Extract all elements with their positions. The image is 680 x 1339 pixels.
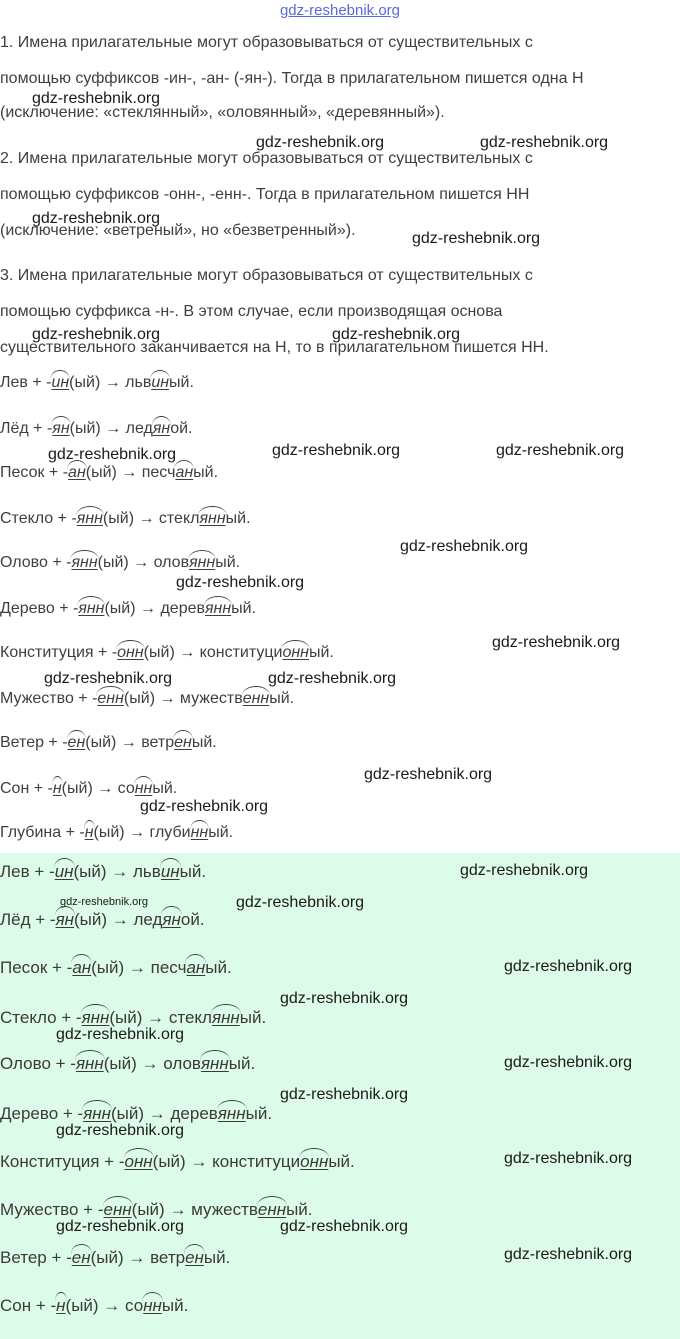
example-word-suffix: енн	[257, 1200, 287, 1219]
example-ending: (ый)	[123, 690, 156, 707]
example-suffix: онн	[117, 644, 144, 661]
example-plus: + -	[78, 1200, 104, 1219]
rule-line: существительного заканчивается на Н, то в прилагательном пишется НН.	[0, 339, 549, 356]
rule-line: (исключение: «стеклянный», «оловянный», «деревянный»).	[0, 104, 445, 121]
example-word-ending: ый.	[169, 374, 194, 391]
example-suffix: янн	[75, 1054, 104, 1073]
example-word-ending: ый.	[239, 1008, 267, 1027]
example-ending: (ый)	[69, 420, 101, 437]
example-row	[0, 824, 233, 842]
example-suffix: ин	[54, 862, 74, 881]
watermark: gdz-reshebnik.org	[176, 574, 305, 591]
example-word-suffix: ан	[175, 464, 194, 481]
example-word-suffix: ин	[151, 374, 170, 391]
example-row	[0, 644, 334, 662]
example-plus: + -	[99, 1152, 125, 1171]
example-plus: + -	[47, 554, 72, 571]
example-plus: + -	[47, 958, 73, 977]
example-plus: + -	[29, 780, 53, 797]
example-stem: льв	[125, 374, 152, 391]
example-stem: стекл	[158, 510, 200, 527]
watermark: gdz-reshebnik.org	[140, 798, 269, 815]
example-word-ending: ый.	[191, 734, 217, 751]
example-plus: + -	[50, 1054, 76, 1073]
example-word-ending: ый.	[179, 862, 207, 881]
arrow-icon: →	[98, 1296, 126, 1315]
example-plus: + -	[44, 464, 69, 481]
example-word-ending: ый.	[286, 1200, 313, 1219]
example-suffix: янн	[83, 1104, 112, 1123]
example-word-ending: ый.	[161, 1296, 189, 1315]
example-plus: + -	[53, 510, 77, 527]
example-row	[0, 1152, 355, 1172]
arrow-icon: →	[116, 464, 142, 481]
example-ending: (ый)	[93, 824, 125, 841]
example-plus: + -	[43, 734, 68, 751]
example-ending: (ый)	[131, 1200, 165, 1219]
watermark: gdz-reshebnik.org	[496, 442, 625, 459]
watermark: gdz-reshebnik.org	[504, 958, 633, 975]
watermark: gdz-reshebnik.org	[56, 1218, 185, 1235]
example-word-suffix: нн	[134, 780, 153, 797]
rule-line: помощью суффиксов -ин-, -ан- (-ян-). Тогда в прилагательном пишется одна Н	[0, 70, 584, 87]
example-plus: + -	[29, 862, 55, 881]
arrow-icon: →	[100, 374, 126, 391]
arrow-icon: →	[164, 1200, 192, 1219]
watermark: gdz-reshebnik.org	[32, 210, 161, 227]
example-suffix: ин	[51, 374, 70, 391]
watermark: gdz-reshebnik.org	[504, 1246, 633, 1263]
example-row	[0, 958, 232, 978]
watermark: gdz-reshebnik.org	[460, 862, 589, 879]
example-noun: Лев	[0, 374, 28, 391]
example-ending: (ый)	[109, 1008, 143, 1027]
example-stem: мужеств	[191, 1200, 258, 1219]
example-word-suffix: янн	[200, 1054, 229, 1073]
example-suffix: янн	[71, 554, 98, 571]
example-noun: Мужество	[0, 690, 74, 707]
rule-line: (исключение: «ветреный», но «безветренный»).	[0, 222, 356, 239]
example-row	[0, 600, 256, 618]
example-plus: + -	[73, 690, 98, 707]
example-word-suffix: ен	[174, 734, 192, 751]
example-ending: (ый)	[111, 1104, 145, 1123]
example-word-suffix: янн	[189, 554, 216, 571]
example-row	[0, 734, 217, 752]
arrow-icon: →	[128, 554, 154, 571]
example-stem: песч	[150, 958, 187, 977]
example-word-ending: ый.	[193, 464, 219, 481]
example-ending: (ый)	[69, 374, 101, 391]
example-word-suffix: ан	[186, 958, 206, 977]
example-noun: Конституция	[0, 1152, 100, 1171]
arrow-icon: →	[142, 1008, 169, 1027]
example-noun: Ветер	[0, 734, 44, 751]
example-word-suffix: янн	[204, 600, 232, 617]
example-suffix: енн	[97, 690, 124, 707]
watermark: gdz-reshebnik.org	[32, 326, 161, 343]
example-word-ending: ый.	[228, 1054, 256, 1073]
watermark: gdz-reshebnik.org	[400, 538, 529, 555]
arrow-icon: →	[124, 824, 150, 841]
example-noun: Стекло	[0, 510, 54, 527]
example-word-ending: ый.	[225, 510, 251, 527]
example-stem: ветр	[150, 1248, 186, 1267]
example-row	[0, 1248, 230, 1268]
example-ending: (ый)	[103, 1054, 137, 1073]
example-word-ending: ый.	[152, 780, 178, 797]
example-suffix: н	[52, 780, 62, 797]
watermark: gdz-reshebnik.org	[256, 134, 385, 151]
example-noun: Песок	[0, 464, 45, 481]
example-stem: дерев	[160, 600, 205, 617]
example-word-suffix: ян	[152, 420, 171, 437]
example-suffix: ян	[52, 420, 70, 437]
example-stem: глуби	[149, 824, 191, 841]
arrow-icon: →	[92, 780, 118, 797]
rule-line: 1. Имена прилагательные могут образовываться от существительных с	[0, 34, 533, 51]
example-stem: песч	[141, 464, 176, 481]
example-suffix: ен	[71, 1248, 91, 1267]
watermark: gdz-reshebnik.org	[504, 1150, 633, 1167]
example-stem: конституци	[212, 1152, 301, 1171]
watermark: gdz-reshebnik.org	[236, 894, 365, 911]
example-word-ending: ый.	[245, 1104, 273, 1123]
arrow-icon: →	[174, 644, 200, 661]
arrow-icon: →	[116, 734, 142, 751]
example-ending: (ый)	[102, 510, 135, 527]
example-ending: (ый)	[61, 780, 93, 797]
site-link[interactable]: gdz-reshebnik.org	[279, 2, 401, 19]
example-suffix: ан	[72, 958, 92, 977]
example-row	[0, 1104, 272, 1124]
example-stem: стекл	[168, 1008, 212, 1027]
example-ending: (ый)	[104, 600, 136, 617]
example-word-ending: ый.	[269, 690, 295, 707]
arrow-icon: →	[185, 1152, 213, 1171]
rule-line: помощью суффиксов -онн-, -енн-. Тогда в прилагательном пишется НН	[0, 186, 530, 203]
example-word-suffix: ен	[185, 1248, 204, 1267]
example-word-ending: ый.	[205, 958, 232, 977]
arrow-icon: →	[124, 958, 151, 977]
rule-line: 2. Имена прилагательные могут образовываться от существительных с	[0, 150, 533, 167]
example-noun: Лев	[0, 862, 30, 881]
example-word-suffix: онн	[300, 1152, 329, 1171]
example-stem: ветр	[141, 734, 175, 751]
arrow-icon: →	[106, 862, 134, 881]
example-noun: Сон	[0, 780, 30, 797]
example-ending: (ый)	[152, 1152, 186, 1171]
example-plus: + -	[61, 824, 85, 841]
example-stem: дерев	[170, 1104, 218, 1123]
example-noun: Стекло	[0, 1008, 57, 1027]
rule-line: 3. Имена прилагательные могут образовываться от существительных с	[0, 267, 533, 284]
watermark: gdz-reshebnik.org	[44, 670, 173, 687]
example-word-ending: ый.	[203, 1248, 231, 1267]
example-row	[0, 1054, 255, 1074]
example-suffix: енн	[103, 1200, 132, 1219]
example-stem: со	[117, 780, 135, 797]
example-noun: Ветер	[0, 1248, 47, 1267]
example-row	[0, 554, 240, 572]
example-suffix: ян	[55, 910, 75, 929]
watermark: gdz-reshebnik.org	[60, 896, 149, 908]
example-ending: (ый)	[85, 464, 117, 481]
example-ending: (ый)	[143, 644, 175, 661]
example-row	[0, 1200, 313, 1220]
example-stem: мужеств	[179, 690, 243, 707]
watermark: gdz-reshebnik.org	[412, 230, 541, 247]
example-stem: олов	[163, 1054, 201, 1073]
rule-line: помощью суффикса -н-. В этом случае, если производящая основа	[0, 303, 503, 320]
example-word-ending: ый.	[328, 1152, 355, 1171]
example-plus: + -	[27, 374, 52, 391]
example-word-suffix: ян	[162, 910, 181, 929]
example-word-suffix: енн	[242, 690, 270, 707]
watermark: gdz-reshebnik.org	[280, 1086, 409, 1103]
example-word-ending: ой.	[180, 910, 205, 929]
example-row	[0, 690, 294, 708]
example-word-suffix: ин	[160, 862, 180, 881]
watermark: gdz-reshebnik.org	[268, 670, 397, 687]
watermark: gdz-reshebnik.org	[56, 1122, 185, 1139]
example-ending: (ый)	[85, 734, 117, 751]
watermark: gdz-reshebnik.org	[492, 634, 621, 651]
example-stem: льв	[133, 862, 161, 881]
example-row	[0, 510, 251, 528]
example-plus: + -	[93, 644, 118, 661]
watermark: gdz-reshebnik.org	[280, 1218, 409, 1235]
arrow-icon: →	[144, 1104, 171, 1123]
watermark: gdz-reshebnik.org	[56, 1026, 185, 1043]
example-suffix: янн	[81, 1008, 110, 1027]
example-row	[0, 464, 218, 482]
watermark: gdz-reshebnik.org	[332, 326, 461, 343]
example-noun: Олово	[0, 1054, 51, 1073]
example-ending: (ый)	[90, 1248, 124, 1267]
example-row	[0, 780, 177, 798]
example-word-suffix: янн	[217, 1104, 246, 1123]
example-stem: лед	[133, 910, 163, 929]
example-row	[0, 1008, 266, 1028]
example-row	[0, 1296, 188, 1316]
example-plus: + -	[56, 1008, 82, 1027]
arrow-icon: →	[134, 510, 159, 527]
example-noun: Дерево	[0, 600, 55, 617]
example-suffix: ен	[67, 734, 86, 751]
arrow-icon: →	[123, 1248, 151, 1267]
example-suffix: ан	[68, 464, 86, 481]
example-ending: (ый)	[91, 958, 125, 977]
example-noun: Глубина	[0, 824, 62, 841]
example-row	[0, 862, 206, 882]
watermark: gdz-reshebnik.org	[272, 442, 401, 459]
example-row	[0, 374, 194, 392]
example-plus: + -	[58, 1104, 84, 1123]
example-row	[0, 420, 193, 438]
example-row	[0, 910, 205, 930]
arrow-icon: →	[107, 910, 134, 929]
watermark: gdz-reshebnik.org	[48, 446, 177, 463]
example-suffix: янн	[76, 510, 103, 527]
example-plus: + -	[54, 600, 79, 617]
example-ending: (ый)	[74, 910, 108, 929]
arrow-icon: →	[100, 420, 126, 437]
example-stem: лед	[125, 420, 153, 437]
arrow-icon: →	[155, 690, 180, 707]
watermark: gdz-reshebnik.org	[504, 1054, 633, 1071]
example-word-suffix: янн	[211, 1008, 240, 1027]
watermark: gdz-reshebnik.org	[280, 990, 409, 1007]
watermark: gdz-reshebnik.org	[32, 90, 161, 107]
watermark: gdz-reshebnik.org	[364, 766, 493, 783]
example-stem: олов	[153, 554, 190, 571]
example-noun: Песок	[0, 958, 48, 977]
example-noun: Олово	[0, 554, 48, 571]
example-word-suffix: нн	[143, 1296, 162, 1315]
example-noun: Конституция	[0, 644, 94, 661]
example-plus: + -	[31, 1296, 57, 1315]
example-word-suffix: нн	[190, 824, 209, 841]
example-stem: конституци	[199, 644, 283, 661]
example-word-suffix: янн	[199, 510, 226, 527]
watermark: gdz-reshebnik.org	[480, 134, 609, 151]
example-word-ending: ый.	[308, 644, 334, 661]
example-ending: (ый)	[73, 862, 107, 881]
example-word-ending: ый.	[215, 554, 241, 571]
example-noun: Дерево	[0, 1104, 59, 1123]
example-noun: Лёд	[0, 910, 31, 929]
example-word-ending: ый.	[231, 600, 257, 617]
example-ending: (ый)	[97, 554, 129, 571]
example-ending: (ый)	[65, 1296, 99, 1315]
arrow-icon: →	[135, 600, 161, 617]
example-word-ending: ой.	[170, 420, 193, 437]
example-plus: + -	[46, 1248, 72, 1267]
example-noun: Сон	[0, 1296, 32, 1315]
example-plus: + -	[30, 910, 56, 929]
example-noun: Мужество	[0, 1200, 79, 1219]
example-plus: + -	[28, 420, 53, 437]
example-noun: Лёд	[0, 420, 29, 437]
example-suffix: онн	[124, 1152, 153, 1171]
example-word-ending: ый.	[208, 824, 234, 841]
example-stem: со	[125, 1296, 144, 1315]
example-suffix: н	[84, 824, 94, 841]
example-suffix: янн	[78, 600, 105, 617]
example-word-suffix: онн	[282, 644, 309, 661]
arrow-icon: →	[136, 1054, 164, 1073]
example-suffix: н	[56, 1296, 66, 1315]
